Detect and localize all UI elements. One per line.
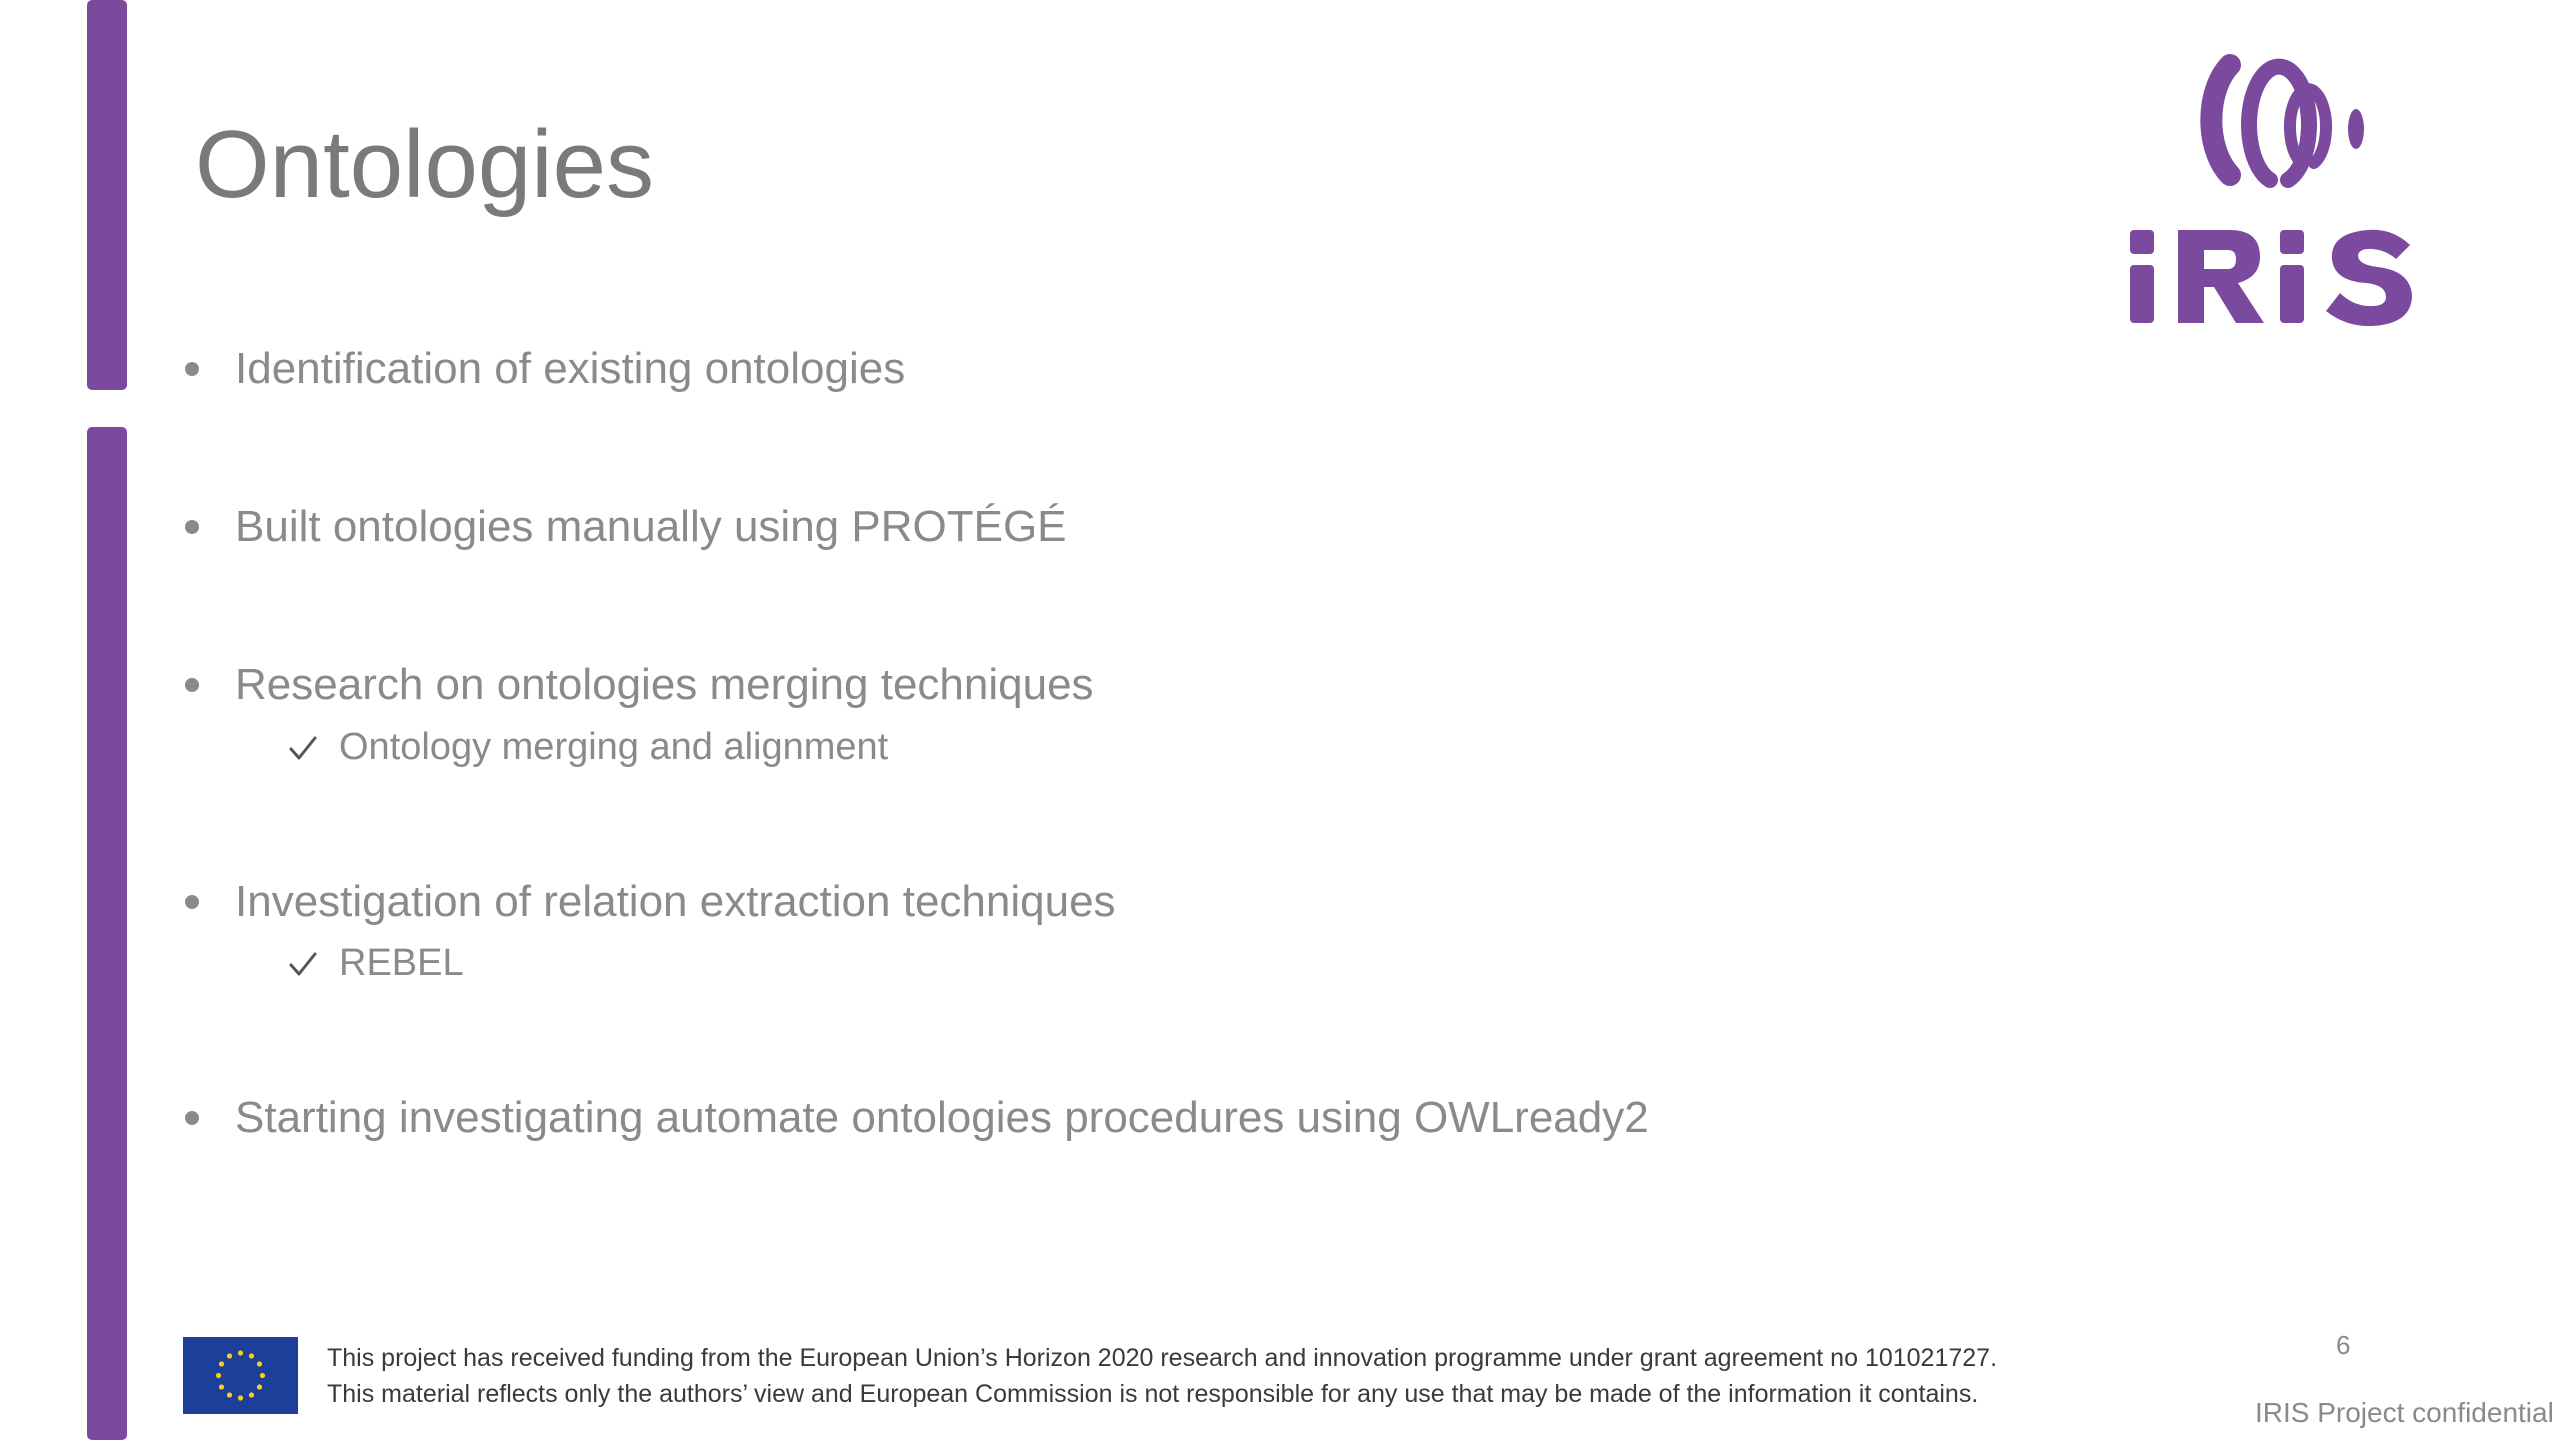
eu-flag-icon [183,1337,298,1414]
bullet-dot-icon [185,520,199,534]
bullet-item [185,344,905,394]
bullet-item [185,877,1116,927]
accent-bar-top [87,0,127,390]
checkmark-icon [287,732,319,764]
funding-disclaimer [327,1340,1997,1412]
bullet-dot-icon [185,678,199,692]
page-number: 6 [2336,1330,2351,1360]
slide-title: Ontologies [195,111,654,218]
bullet-item [185,502,1067,552]
confidential-label: IRIS Project confidential [2255,1397,2554,1428]
bullet-dot-icon [185,362,199,376]
bullet-text: Starting investigating automate ontologies procedures using OWLready2 [235,1093,1649,1142]
bullet-text: Built ontologies manually using PROTÉGÉ [235,502,1067,551]
bullet-text: Identification of existing ontologies [235,344,906,393]
sub-item [287,942,464,985]
bullet-dot-icon [185,895,199,909]
bullet-item [185,1093,1649,1143]
sub-item-text: Ontology merging and alignment [339,726,889,768]
funding-line: This material reflects only the authors’ view and European Commission is not responsible for any use that may be made of the information it contains. [327,1380,1979,1408]
accent-bar-bottom [87,427,127,1440]
bullet-text: Investigation of relation extraction techniques [235,877,1116,926]
sub-item [287,726,888,769]
checkmark-icon [287,948,319,980]
bullet-text: Research on ontologies merging techniques [235,660,1094,709]
bullet-dot-icon [185,1111,199,1125]
sub-item-text: REBEL [339,942,464,984]
funding-line: This project has received funding from the European Union’s Horizon 2020 research and innovation programme under grant agreement no 101021727. [327,1344,1998,1372]
iris-logo [2120,45,2440,335]
bullet-item [185,660,1094,710]
